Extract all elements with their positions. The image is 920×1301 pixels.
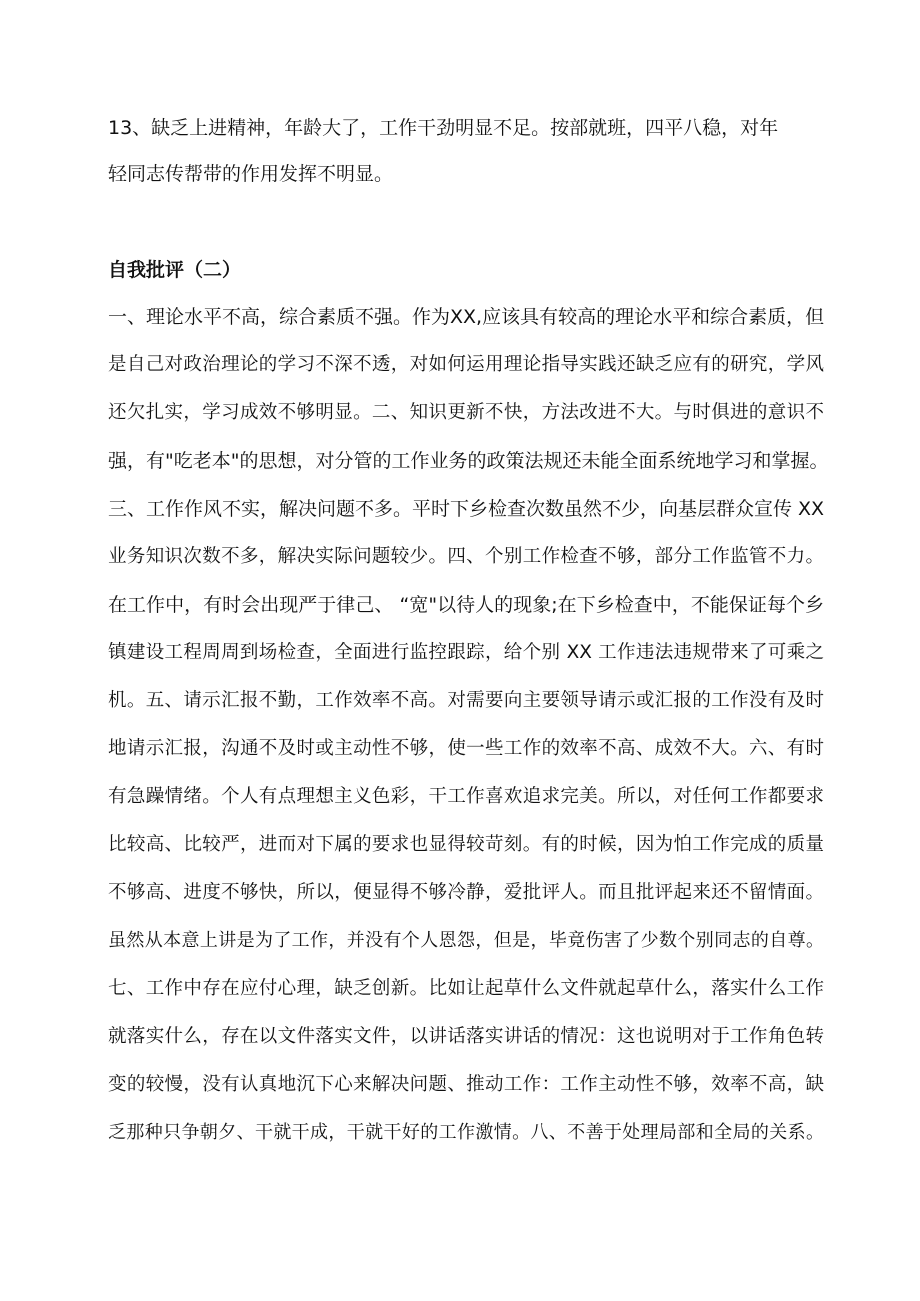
paragraph-line: 比较高、比较严，进而对下属的要求也显得较苛刻。有的时候，因为怕工作完成的质量 (108, 834, 824, 855)
paragraph-line: 还欠扎实，学习成效不够明显。二、知识更新不快，方法改进不大。与时俱进的意识不 (108, 402, 824, 423)
paragraph-line: 强，有"吃老本"的思想，对分管的工作业务的政策法规还未能全面系统地学习和掌握。 (108, 450, 829, 472)
paragraph-line: 镇建设工程周周到场检查，全面进行监控跟踪，给个别 XX 工作违法违规带来了可乘之 (108, 642, 824, 663)
paragraph-line: 业务知识次数不多，解决实际问题较少。四、个别工作检查不够，部分工作监管不力。 (108, 546, 824, 567)
paragraph-line: 虽然从本意上讲是为了工作，并没有个人恩怨，但是，毕竟伤害了少数个别同志的自尊。 (108, 930, 824, 951)
paragraph-line: 一、理论水平不高，综合素质不强。作为XX,应该具有较高的理论水平和综合素质，但 (108, 306, 825, 328)
paragraph-line: 机。五、请示汇报不勤，工作效率不高。对需要向主要领导请示或汇报的工作没有及时 (108, 690, 824, 711)
item-13-line-1: 13、缺乏上进精神，年龄大了，工作干劲明显不足。按部就班，四平八稳，对年 (108, 117, 779, 139)
paragraph-line: 有急躁情绪。个人有点理想主义色彩，干工作喜欢追求完美。所以，对任何工作都要求 (108, 786, 824, 807)
paragraph-line: 地请示汇报，沟通不及时或主动性不够，使一些工作的效率不高、成效不大。六、有时 (108, 738, 824, 759)
paragraph-line: 就落实什么，存在以文件落实文件，以讲话落实讲话的情况：这也说明对于工作角色转 (108, 1026, 824, 1047)
paragraph-line: 变的较慢，没有认真地沉下心来解决问题、推动工作：工作主动性不够，效率不高，缺 (108, 1074, 824, 1095)
paragraph-line: 七、工作中存在应付心理，缺乏创新。比如让起草什么文件就起草什么，落实什么工作 (108, 978, 824, 999)
paragraph-line: 不够高、进度不够快，所以，便显得不够冷静，爱批评人。而且批评起来还不留情面。 (108, 882, 824, 903)
paragraph-line: 三、工作作风不实，解决问题不多。平时下乡检查次数虽然不少，向基层群众宣传 XX (108, 498, 825, 520)
paragraph-line: 是自己对政治理论的学习不深不透，对如何运用理论指导实践还缺乏应有的研究，学风 (108, 354, 824, 375)
section-heading: 自我批评（二） (108, 259, 242, 281)
item-13-line-2: 轻同志传帮带的作用发挥不明显。 (108, 163, 394, 185)
paragraph-line: 在工作中，有时会出现严于律己、 “宽"以待人的现象;在下乡检查中，不能保证每个乡 (108, 594, 824, 616)
paragraph-line: 乏那种只争朝夕、干就干成，干就干好的工作激情。八、不善于处理局部和全局的关系。 (108, 1122, 824, 1143)
